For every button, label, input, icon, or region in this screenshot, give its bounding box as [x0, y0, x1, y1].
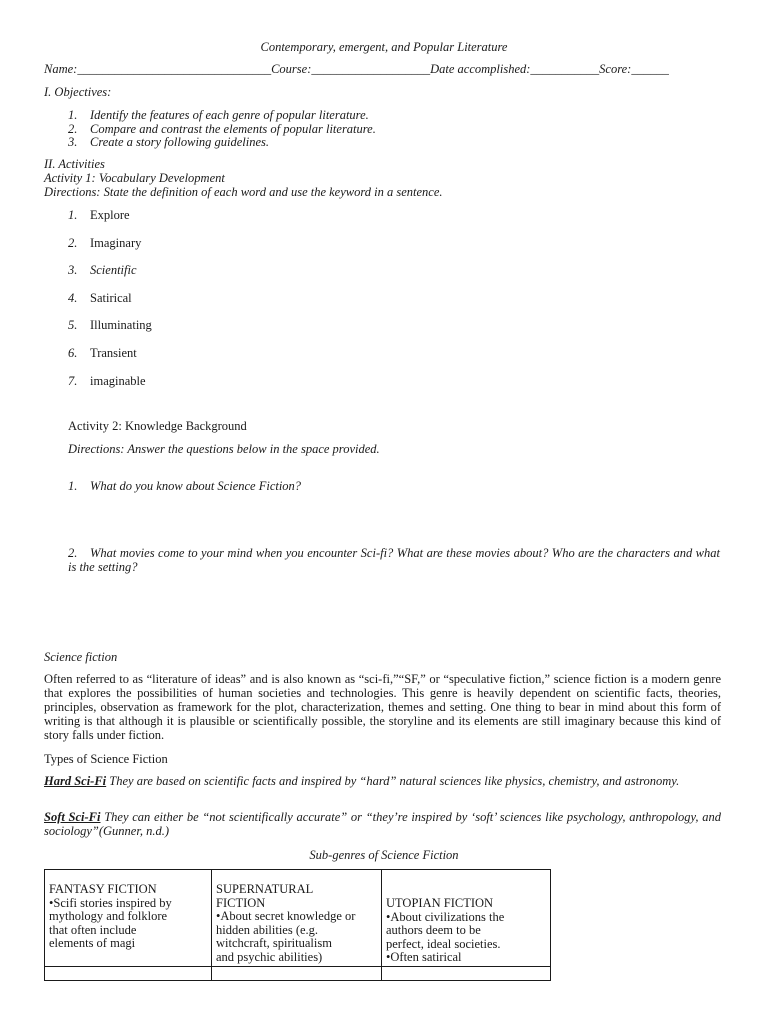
soft-scifi-paragraph: Soft Sci-Fi They can either be “not scientifically accurate” or “they’re inspired by ‘soft’ sciences like psychology, anthropology, and sociology”(Gunner, n.d.) [44, 810, 721, 838]
utopian-title: UTOPIAN FICTION [386, 896, 494, 910]
subgenres-caption: Sub-genres of Science Fiction [309, 848, 459, 862]
objectives-heading: I. Objectives: [44, 85, 112, 99]
activity2-title: Activity 2: Knowledge Background [68, 419, 247, 433]
vocab-item: 5. Illuminating [68, 318, 152, 333]
hard-scifi-label: Hard Sci-Fi [44, 774, 107, 788]
table-row [45, 967, 551, 981]
table-cell-utopian: UTOPIAN FICTION •About civilizations the authors deem to be perfect, ideal societies. •Often satirical [382, 870, 551, 967]
question-item: 1. What do you know about Science Fiction? [68, 479, 302, 493]
supernatural-title: SUPERNATURAL [216, 882, 314, 896]
objectives-list [68, 108, 376, 149]
question-item: 2. What movies come to your mind when you encounter Sci-fi? What are these movies about? Who are the characters and what is the setting? [68, 546, 720, 574]
vocab-item: 2. Imaginary [68, 235, 142, 250]
activity2-directions: Directions: Answer the questions below in the space provided. [68, 442, 380, 456]
document-title: Contemporary, emergent, and Popular Literature [260, 40, 508, 54]
table-cell-fantasy: FANTASY FICTION •Scifi stories inspired by mythology and folklore that often include elements of magi [45, 870, 212, 967]
objective-item: 3. Create a story following guidelines. [68, 135, 270, 149]
science-fiction-heading: Science fiction [44, 650, 118, 664]
types-heading: Types of Science Fiction [44, 752, 168, 766]
vocab-item: 1. Explore [68, 208, 130, 222]
vocab-item: 4. Satirical [68, 290, 132, 305]
vocab-item: 6. Transient [68, 345, 137, 360]
soft-scifi-label: Soft Sci-Fi [44, 810, 101, 824]
name-course-date-score-line: Name:_______________________________Course:___________________Date accomplished:___________Score:______ [44, 62, 669, 76]
science-fiction-intro: Often referred to as “literature of ideas” and is also known as “sci-fi,”“SF,” or “speculative fiction,” science fiction is a modern genre that explores the possibilities of human societies and technologies. This genre is heavily dependent on scientific facts, theories, principles, observation as framework for the plot, characterization, themes and setting. One thing to bear in mind about this form of writing is that although it is plausible or scientifically possible, the storyline and its elements are still imaginary because this kind of story falls under fiction. [44, 672, 721, 742]
fantasy-title: FANTASY FICTION [49, 882, 157, 896]
activity1-title: Activity 1: Vocabulary Development [44, 171, 225, 185]
table-row [45, 870, 551, 967]
vocab-item: 7. imaginable [68, 373, 146, 388]
activity1-directions: Directions: State the definition of each word and use the keyword in a sentence. [44, 185, 443, 199]
subgenres-table [44, 869, 551, 981]
activities-heading: II. Activities [44, 157, 105, 171]
vocab-item: 3. Scientific [68, 263, 137, 278]
vocabulary-list [68, 208, 152, 401]
objective-item: 1. Identify the features of each genre of popular literature. [68, 108, 369, 122]
hard-scifi-paragraph: Hard Sci-Fi They are based on scientific facts and inspired by “hard” natural sciences like physics, chemistry, and astronomy. [44, 774, 680, 788]
table-cell-supernatural: SUPERNATURAL FICTION •About secret knowledge or hidden abilities (e.g. witchcraft, spiritualism and psychic abilities) [212, 870, 382, 967]
objective-item: 2. Compare and contrast the elements of popular literature. [68, 121, 376, 136]
